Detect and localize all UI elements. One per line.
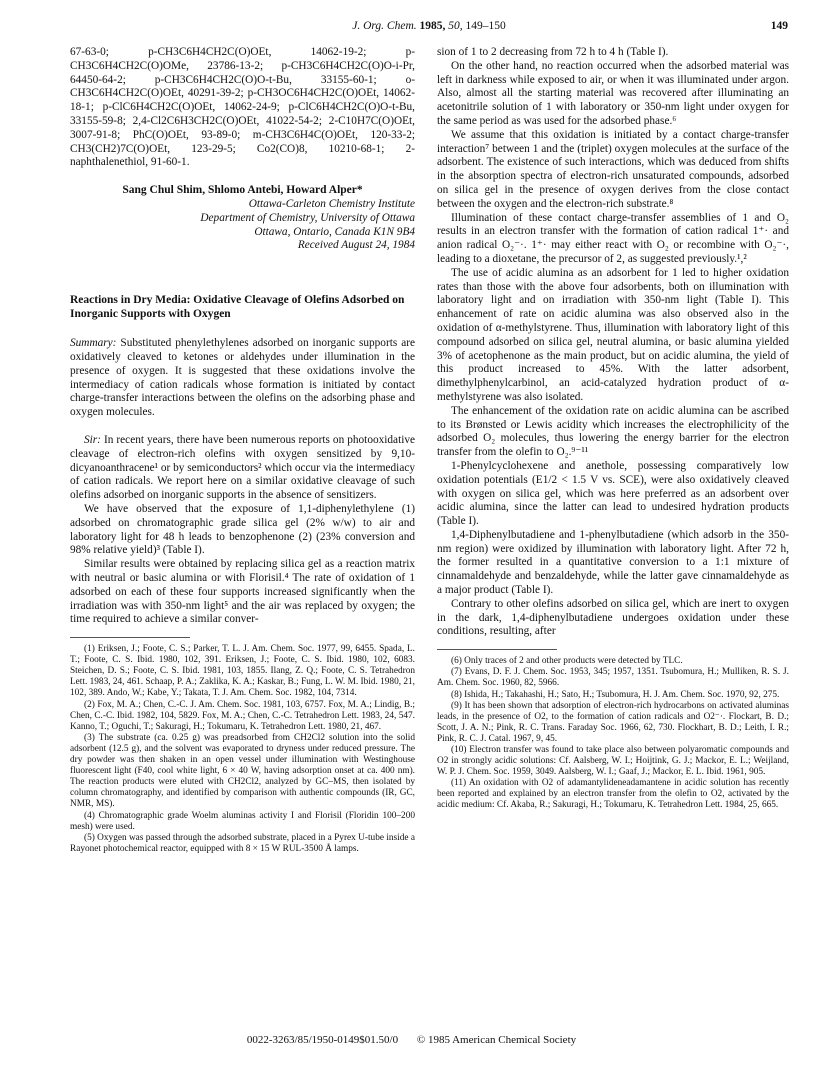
footnote: (2) Fox, M. A.; Chen, C.-C. J. Am. Chem. Soc. 1981, 103, 6757. Fox, M. A.; Lindig, B.; Chen, C.-C. Ibid. 1982, 104, 5829. Fox, M. A.; Chen, C.-C. Tetrahedron Lett. 1983, 24, 547. Kanno, T.; Oguchi, T.; Sakuragi, H.; Tokumaru, K. Tetrahedron Lett. 1980, 21, 467. <box>70 699 415 732</box>
body-paragraph: We have observed that the exposure of 1,1-diphenylethylene (1) adsorbed on chromatographic grade silica gel (2% w/w) to air and laboratory light for 48 h leads to benzophenone (2) (23% conversion and 98% relative yield)³ (Table I). <box>70 502 415 557</box>
page-number: 149 <box>770 20 788 32</box>
body-paragraph: The use of acidic alumina as an adsorbent for 1 led to higher oxidation rates than those with the above four adsorbents, both on illumination with laboratory light and on irradiation with 350-nm light (Table I). This enhancement of rate on acidic alumina was also observed also in the oxidation of α-methylstyrene. Thus, illumination with laboratory light of this compound adsorbed on silica gel, neutral alumina, or basic alumina yielded 3% of acetophenone as the main product, but on acidic alumina, the yield of this product increased to 45%. With the latter adsorbent, dimethylphenylcarbinol, an acid-catalyzed hydration product of α-methylstyrene was also isolated. <box>437 266 789 403</box>
body-paragraph: The enhancement of the oxidation rate on acidic alumina can be ascribed to its Brønsted or Lewis acidity which increases the electrophilicity of the adsorbed O₂ molecules, thus lowering the energy barrier for the electron transfer from the olefin to O₂.⁹⁻¹¹ <box>437 404 789 459</box>
body-paragraph <box>70 434 415 503</box>
footnote-divider <box>437 649 557 650</box>
body-paragraph: Similar results were obtained by replacing silica gel as a reaction matrix with neutral or basic alumina or with Florisil.⁴ The rate of oxidation of 1 adsorbed on each of these four supports increased significantly when the irradiation was with 350-nm light⁵ and the air was replaced by oxygen; the time required to achieve a similar conver- <box>70 558 415 626</box>
journal-citation <box>70 20 788 32</box>
journal-name: J. Org. Chem. <box>352 20 417 32</box>
body-paragraph: 1-Phenylcyclohexene and anethole, possessing comparatively low oxidation potentials (E1/2 < 1.5 V vs. SCE), were also oxidatively cleaved with oxygen on silica gel, which was here preferred as an adsorbent over acidic alumina, since the latter can lead to undesired hydration products (Table I). <box>437 459 789 528</box>
summary-paragraph <box>70 337 415 420</box>
sir-text: In recent years, there have been numerous reports on photooxidative cleavage of electron-rich olefins with oxygen sensitized by 9,10-dicyanoanthracene¹ or by semiconductors² which occur via the intermediacy of cation radicals. We report here on a similar oxidative cleavage of such olefins adsorbed on inorganic supports in the absence of sensitizers. <box>70 433 416 502</box>
footnote: (6) Only traces of 2 and other products were detected by TLC. <box>451 656 683 667</box>
footnote: (5) Oxygen was passed through the adsorbed substrate, placed in a Pyrex U-tube inside a Rayonet photochemical reactor, equipped with 8 × 15 W RUL-3500 Å lamps. <box>70 832 415 854</box>
summary-text: Substituted phenylethylenes adsorbed on inorganic supports are oxidatively cleaved to ketones or aldehydes under illumination in the presence of oxygen. It is suggested that these oxidations involve the intermediacy of cation radicals whose formation is initiated by contact charge-transfer interactions between the olefins on the adsorbing phase and oxygen molecules. <box>70 337 416 419</box>
body-paragraph: Contrary to other olefins adsorbed on silica gel, which are inert to oxygen in the dark, 1,4-diphenylbutadiene undergoes oxidation under these conditions, resulting, after <box>437 597 789 638</box>
body-paragraph: sion of 1 to 2 decreasing from 72 h to 4 h (Table I). <box>437 46 669 58</box>
body-paragraph: We assume that this oxidation is initiated by a contact charge-transfer interaction⁷ between 1 and the (triplet) oxygen molecules at the surface of the adsorbent. The existence of such interactions, which was deduced from shifts in the absorption spectra of electron-rich unsaturated compounds, adsorbed on silica gel in the presence of oxygen derives from the close contact between the oxygen and the electron-rich substrate.⁸ <box>437 128 789 210</box>
footnote: (7) Evans, D. F. J. Chem. Soc. 1953, 345; 1957, 1351. Tsubomura, H.; Mulliken, R. S. J. Am. Chem. Soc. 1960, 82, 5966. <box>437 667 789 689</box>
body-paragraph: 1,4-Diphenylbutadiene and 1-phenylbutadiene (which adsorb in the 350-nm region) were oxidized by illumination with laboratory light. After 72 h, the former resulted in a quantitative conversion to a 1:1 mixture of cinnamaldehyde and benzaldehyde, while the latter gave cinnamaldehyde as a major product (Table I). <box>437 528 789 597</box>
affiliation-address: Ottawa, Ontario, Canada K1N 9B4 <box>254 225 415 238</box>
registry-numbers: 67-63-0; p-CH3C6H4CH2C(O)OEt, 14062-19-2; p-CH3C6H4CH2C(O)OMe, 23786-13-2; p-CH3C6H4CH2C(O)O-i-Pr, 64450-64-2; p-CH3C6H4CH2C(O)O-t-Bu, 33155-60-1; o-CH3C6H4CH2C(O)OEt, 40291-39-2; p-CH3OC6H4CH2C(O)OEt, 14062-18-1; p-ClC6H4CH2C(O)OEt, 14062-24-9; p-ClC6H4CH2C(O)O-t-Bu, 33155-59-8; 2,4-Cl2C6H3CH2C(O)OEt, 41022-54-2; 2-C10H7C(O)OEt, 3007-91-8; PhC(O)OEt, 93-89-0; m-CH3C6H4C(O)OEt, 120-33-2; CH3(CH2)7C(O)OEt, 123-29-5; Co2(CO)8, 10210-68-1; 2-naphthalenethiol, 91-60-1. <box>70 46 415 169</box>
summary-label: Summary: <box>70 337 117 350</box>
footnote-divider <box>70 637 190 638</box>
copyright-notice: © 1985 American Chemical Society <box>416 1034 577 1046</box>
footnote: (9) It has been shown that adsorption of electron-rich hydrocarbons on activated aluminas leads, in the presence of O2, to the formation of cation radicals and O2⁻·. Flockart, B. D.; Scott, J. A. N.; Pink, R. C. Trans. Faraday Soc. 1966, 62, 730. Flockhart, B. D.; Leith, I. R.; Pink, R. C. J. Catal. 1967, 9, 45. <box>437 700 789 744</box>
author-list: Sang Chul Shim, Shlomo Antebi, Howard Alper* <box>122 184 363 197</box>
journal-volume: 50, <box>448 20 463 32</box>
page-footer <box>0 1034 823 1046</box>
footnote: (4) Chromatographic grade Woelm aluminas activity I and Florisil (Floridin 100–200 mesh) were used. <box>70 810 415 832</box>
affiliation-institute: Ottawa-Carleton Chemistry Institute <box>248 197 415 210</box>
article-code: 0022-3263/85/1950-0149$01.50/0 <box>246 1034 399 1046</box>
article-title: Reactions in Dry Media: Oxidative Cleavage of Olefins Adsorbed on Inorganic Supports with Oxygen <box>70 294 405 321</box>
journal-year: 1985, <box>419 20 446 32</box>
right-column <box>437 46 789 812</box>
left-column <box>70 46 415 855</box>
footnote: (1) Eriksen, J.; Foote, C. S.; Parker, T. L. J. Am. Chem. Soc. 1977, 99, 6455. Spada, L. T.; Foote, C. S. Ibid. 1980, 102, 391. Eriksen, J.; Foote, C. S. Ibid. 1980, 102, 6083. Steichen, D. S.; Foote, C. S. Ibid. 1981, 103, 1855. Ilang, Z. Q.; Foote, C. S. Tetrahedron Lett. 1983, 24, 461. Schaap, P. A.; Zaklika, K. A.; Kaskar, B.; Fung, L. W. M. Ibid. 1980, 21, 102, 389. Ando, W.; Kabe, Y.; Takata, T. J. Am. Chem. Soc. 1982, 104, 7314. <box>70 644 415 699</box>
footnote: (11) An oxidation with O2 of adamantylideneadamantene in acidic solution has recently been reported and explained by an electron transfer from the olefin to O2, activated by the acidic medium: Cf. Akaba, R.; Sakuragi, H.; Tokumaru, K. Tetrahedron Lett. 1984, 25, 665. <box>437 778 789 811</box>
footnote: (8) Ishida, H.; Takahashi, H.; Sato, H.; Tsubomura, H. J. Am. Chem. Soc. 1970, 92, 275. <box>451 689 780 700</box>
running-header <box>70 20 788 38</box>
footnote: (10) Electron transfer was found to take place also between polyaromatic compounds and O2 in strongly acidic solutions: Cf. Aalsberg, W. I.; Hoijtink, G. J.; Mackor, E. L.; Weijland, W. P. J. Chem. Soc. 1959, 3049. Aalsberg, W. I.; Gaaf, J.; Mackor, E. L. Ibid. 1961, 905. <box>437 745 789 778</box>
journal-pages: 149–150 <box>465 20 506 32</box>
sir-label: Sir: <box>84 433 101 446</box>
received-date: Received August 24, 1984 <box>297 239 415 252</box>
affiliation-department: Department of Chemistry, University of Ottawa <box>200 211 415 224</box>
body-paragraph: Illumination of these contact charge-transfer assemblies of 1 and O₂ results in an electron transfer with the formation of cation radical 1⁺· and anion radical O₂⁻·. 1⁺· may either react with O₂ or recombine with O₂⁻·, leading to a dioxetane, the precursor of 2, as suggested previously.¹,² <box>437 211 789 265</box>
footnote: (3) The substrate (ca. 0.25 g) was preadsorbed from CH2Cl2 solution into the solid adsorbent (12.5 g), and the solvent was evaporated to dryness under reduced pressure. The dry powder was then shaken in an open vessel under illumination with Westinghouse fluorescent light (F40, cool white light, 6 × 40 W, having adsorption onset at ca. 400 nm). The reaction products were eluted with CH2Cl2, analyzed by GC–MS, then isolated by column chromatography, and identified by comparison with authentic compounds (IR, GC, NMR, MS). <box>70 732 415 810</box>
body-paragraph: On the other hand, no reaction occurred when the adsorbed material was left in darkness while exposed to air, or when it was illuminated under argon. Also, almost all the starting material was recovered after illuminating an acetonitrile solution of 1 with laboratory or 350-nm light under oxygen for the same period as was used for the adsorbed phase.⁶ <box>437 59 789 127</box>
